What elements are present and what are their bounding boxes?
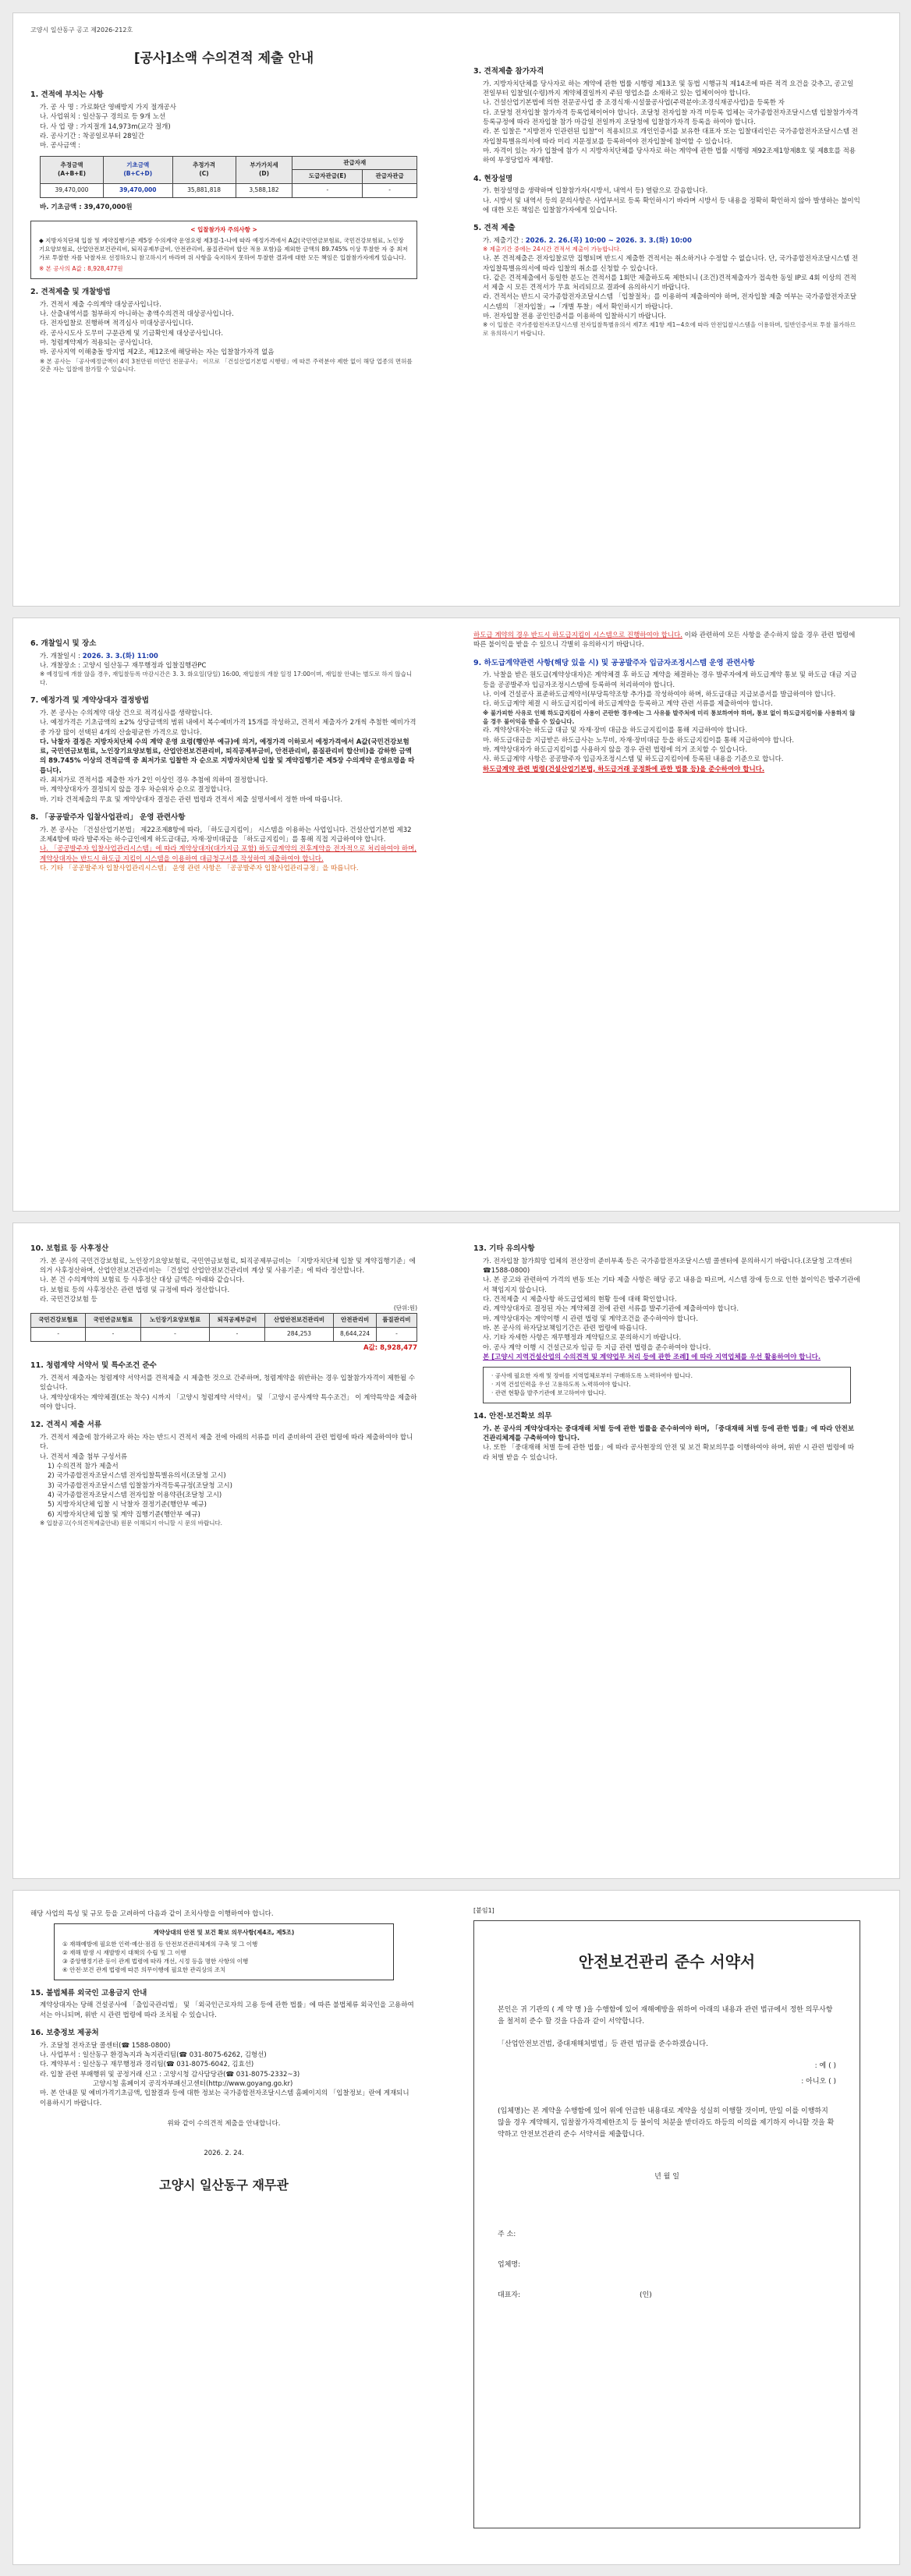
list-item: 가. 현장설명을 생략하며 입찰참가자(시방서, 내역서 등) 열람으로 갈음합니다. xyxy=(483,187,708,196)
doc-title: [공사]소액 수의견적 제출 안내 xyxy=(133,50,314,66)
notice-box xyxy=(483,1367,851,1403)
list-item: 마. 공사금액 : xyxy=(40,142,81,150)
list-item: 바. 기타 견적제출의 무효 및 계약상대자 결정은 관련 법령과 견적서 제출 설명서에서 정한 바에 따릅니다. xyxy=(40,795,343,804)
list-item: 다. 견적제출 시 제출사항 하도급업체의 현황 등에 대해 확인합니다. xyxy=(483,1296,677,1304)
table-header: 국민연금보험료 xyxy=(86,1314,140,1328)
list-item: 3) 국가종합전자조달시스템 입찰참가자격등록규정(조달청 고시) xyxy=(48,1481,232,1490)
list-item: 나. 시방서 및 내역서 등의 문의사항은 사업부서로 등록 확인하시기 바라며 시방서 등 내용을 정확히 확인하지 않아 발생하는 불이익에 대한 모든 책임은 입찰참가자에게 있습니다. xyxy=(483,196,860,214)
form-date: 년 월 일 xyxy=(654,2173,679,2181)
table-cell: - xyxy=(31,1328,86,1342)
table-cell: 39,470,000 xyxy=(103,184,172,198)
box-title: 계약상대의 안전 및 보건 확보 의무사항(제4조, 제5조) xyxy=(153,1929,295,1937)
table-cell: 35,881,818 xyxy=(172,184,236,198)
list-item: 가. 본 공사의 계약상대자는 중대재해 처벌 등에 관한 법률을 준수하여야 하며, 「중대재해 처벌 등에 관한 법률」에 따라 안전보건관리체계를 구축하여야 합니다. xyxy=(483,1424,855,1442)
base-price: 바. 기초금액 : 39,470,000원 xyxy=(40,203,133,212)
list-item: 바. 계약상대자가 하도급지킴이를 사용하지 않을 경우 관련 법령에 의거 조치할 수 있습니다. xyxy=(483,746,747,755)
list-item: 5) 지방자치단체 입찰 시 낙찰자 결정기준(행안부 예규) xyxy=(48,1501,207,1509)
page-4 xyxy=(12,1890,900,2565)
page-2-left-column xyxy=(13,618,434,873)
list-item: 나. 계약상대자는 계약체결(또는 착수) 시까지 「고양시 청렴계약 서약서」 및 「고양시 공사계약 특수조건」 이 계약특약을 제출하여야 합니다. xyxy=(40,1393,417,1411)
list-item: 가. 본 공사는 「건설산업기본법」 제22조제8항에 따라, 「하도급지킴이」 시스템을 이용하는 사업입니다. 건설산업기본법 제32조제4항에 따라 발주자는 하수급인에게 하도급대금, 자재·장비대금을 「하도급지킴이」를 통해 직접 지급하여야 합니다. xyxy=(40,826,412,844)
list-item: · 지역 건설인력을 우선 고용하도록 노력하여야 합니다. xyxy=(491,1381,631,1389)
period-value: 2026. 2. 26.(목) 10:00 ~ 2026. 3. 3.(화) 10:00 xyxy=(525,237,692,246)
section-1 xyxy=(30,90,417,279)
list-item: 마. 계약상대자가 결정되지 않을 경우 차순위자 순으로 결정합니다. xyxy=(40,786,232,794)
section-13 xyxy=(473,1244,860,1403)
submission-period: 가. 제출기간 : 2026. 2. 26.(목) 10:00 ~ 2026. 3. 3.(화) 10:00 xyxy=(483,237,692,246)
table-cell: - xyxy=(210,1328,264,1342)
list-item: · 관련 현황을 발주기관에 보고하여야 합니다. xyxy=(491,1389,607,1396)
list-item: 다. 사 업 량 : 가지절개 14,973m(교각 절개) xyxy=(40,122,171,131)
section-4 xyxy=(473,174,860,216)
list-item: 가. 본 공사의 국민건강보험료, 노인장기요양보험료, 국민연금보험료, 퇴직공제부금비는 「지방자치단체 입찰 및 계약집행기준」에 의거 사후정산하며, 산업안전보건관리비는 「건설업 산업안전보건관리비 계상 및 사용기준」에 따라 정산합니다. xyxy=(40,1257,416,1276)
list-item: 라. 입찰 관련 부패행위 및 공정거래 신고 : 고양시청 감사담당관(☎ 031-8075-2332~3) xyxy=(40,2070,300,2079)
price-table xyxy=(40,156,417,199)
section-12 xyxy=(30,1420,417,1527)
section-14 xyxy=(473,1411,860,1463)
list-item: 나. 본 건 수의계약의 보험료 등 사후정산 대상 금액은 아래와 같습니다. xyxy=(40,1276,245,1285)
list-item: 마. 본 안내문 및 예비가격기초금액, 입찰결과 등에 대한 정보는 국가종합전자조달시스템 홈페이지의 「입찰정보」란에 게재되니 이용하시기 바랍니다. xyxy=(40,2089,409,2107)
table-row xyxy=(41,184,417,198)
issue-date: 2026. 2. 24. xyxy=(204,2150,244,2158)
list-item: 2) 국가종합전자조달시스템 전자입찰특별유의서(조달청 고시) xyxy=(48,1472,226,1481)
table-header: 국민건강보험료 xyxy=(31,1314,86,1328)
section-5-title: 5. 견적 제출 xyxy=(473,224,516,233)
table-header-row xyxy=(31,1314,417,1328)
warning-text: ◆ 지방자치단체 입찰 및 계약집행기준 제5장 수의계약 운영요령 제3절-1-나에 따라 예정가격에서 A값(국민연금보험료, 국민건강보험료, 노인장기요양보험료, 산업안전보건관리비, 퇴직공제부금비, 안전관리비, 품질관리비 합산 적용 포함)을 제외한 금액의 89.745% 이상 투찰한 자 중 최저가로 투찰한 자를 낙찰자로 선정하오니 참고하시기 바라며 위 사항을 숙지하지 못하여 투찰한 결과에 대한 모든 책임은 입찰참가자에게 있습니다. xyxy=(39,237,408,262)
list-item: 나. 「공공발주자 입찰사업관리시스템」에 따라 계약상대자(대가지급 포함) 하도급계약의 전후계약을 전자적으로 처리하여야 하며, 계약상대자는 반드시 하도급 지킴이 시스템을 이용하여 대금청구서를 작성하여 제출하여야 합니다. xyxy=(40,845,417,863)
list-item: 나. 본 공고와 관련하여 가격의 변동 또는 기타 제출 사항은 해당 공고 내용을 따르며, 시스템 장애 등으로 인한 불이익은 발주기관에서 책임지지 않습니다. xyxy=(483,1276,860,1294)
safety-pledge-form xyxy=(473,1920,860,2528)
col-estimated: 추정금액 (A+B+E) xyxy=(41,156,104,184)
table-cell: 39,470,000 xyxy=(41,184,104,198)
list-item: 라. 국민건강보험 등 xyxy=(40,1296,97,1304)
table-row xyxy=(31,1328,417,1342)
list-item: 가. 견적서 제출 수의계약 대상공사입니다. xyxy=(40,300,161,309)
red-note: 하도급계약 관련 법령(건설산업기본법, 하도급거래 공정화에 관한 법률 등)을 준수하여야 합니다. xyxy=(483,765,765,773)
issuer-name: 고양시 일산동구 재무관 xyxy=(159,2177,289,2192)
list-item: 고양시청 홈페이지 공직자부패신고센터(http://www.goyang.go.kr) xyxy=(93,2080,293,2089)
note: ※ 입찰공고(수의견적제출안내) 원문 이해되지 아니할 시 문의 바랍니다. xyxy=(40,1519,223,1527)
lead-text: 해당 사업의 특성 및 규모 등을 고려하여 다음과 같이 조치사항을 이행하여야 합니다. xyxy=(30,1910,274,1918)
list-item: 라. 최저가로 견적서를 제출한 자가 2인 이상인 경우 추첨에 의하여 결정합니다. xyxy=(40,777,268,785)
list-item: 라. 계약상대자로 결정된 자는 계약체결 전에 관련 서류를 발주기관에 제출하여야 합니다. xyxy=(483,1305,739,1314)
col-est-price: 추정가격 (C) xyxy=(172,156,236,184)
list-item: 다. 낙찰자 결정은 지방자치단체 수의 계약 운영 요령(행안부 예규)에 의거, 예정가격 이하로서 예정가격에서 A값(국민건강보험료, 국민연금보험료, 노인장기요양보험료, 산업안전보건관리비, 퇴직공제부금비, 안전관리비, 품질관리비 합산비)을 감하한 금액의 89.745% 이상의 견적금액 중 최저가로 입찰한 자 순으로 지방자치단체 입찰 및 계약집행기준 제5장 수의계약 운영요령을 따릅니다. xyxy=(40,738,415,775)
list-item: 가. 견적서 제출자는 청렴계약 서약서를 견적제출 시 제출한 것으로 간주하며, 청렴계약을 위반하는 경우 입찰참가자격이 제한될 수 있습니다. xyxy=(40,1375,416,1392)
page-3-right-column xyxy=(456,1223,877,1463)
section-3 xyxy=(473,66,860,166)
section-11-title: 11. 청렴계약 서약서 및 특수조건 준수 xyxy=(30,1361,157,1371)
page-1 xyxy=(12,12,900,607)
unit-label: (단위:원) xyxy=(393,1304,417,1312)
signature-fields xyxy=(498,2230,836,2301)
list-item: 가. 조달청 전자조달 콜센터(☎ 1588-0800) xyxy=(40,2041,171,2050)
section-10 xyxy=(30,1244,417,1353)
col-contractor-material: 도급자관급(E) xyxy=(292,170,363,184)
company-field: 업체명: xyxy=(498,2260,521,2269)
closing-text: 위와 같이 수의견적 제출을 안내합니다. xyxy=(167,2120,281,2128)
list-item: ① 재해예방에 필요한 인력·예산·점검 등 안전보건관리체계의 구축 및 그 이행 xyxy=(62,1941,258,1948)
option-yes: : 예 ( ) xyxy=(814,2062,836,2071)
page-2-right-column xyxy=(456,618,877,774)
option-no: : 아니오 ( ) xyxy=(801,2077,836,2086)
section-8 xyxy=(30,812,417,873)
list-item: 나. 산출내역서를 첨부하지 아니하는 총액수의견적 대상공사입니다. xyxy=(40,310,234,318)
list-item: 사. 하도급계약 사항은 공공발주자 입금자조정시스템 및 하도급지킴이에 등록된 내용을 기준으로 합니다. xyxy=(483,755,784,764)
list-item: 가. 낙찰을 받은 원도급(계약상대자)은 계약체결 후 하도급 계약을 체결하는 경우 발주자에게 하도급계약 통보 및 하도급 대금 지급 등을 공공발주자 입금자조정시스템에 등록하여 처리하여야 합니다. xyxy=(483,671,857,689)
section-8-title: 8. 「공공발주자 입찰사업관리」 운영 관련사항 xyxy=(30,813,186,823)
page-2 xyxy=(12,617,900,1212)
section-13-title: 13. 기타 유의사항 xyxy=(473,1244,535,1253)
table-cell: - xyxy=(140,1328,210,1342)
list-item: 아. 공사 계약 이행 시 건설근로자 임금 등 지급 관련 법령을 준수하여야 합니다. xyxy=(483,1343,711,1352)
section-9-title: 9. 하도급계약관련 사항(해당 있을 시) 및 공공발주자 입금자조정시스템 운영 관련사항 xyxy=(473,658,755,667)
list-item: 다. 같은 견적제출에서 동일한 분도는 견적서를 1회만 제출하도록 제한되니 (조건)견적제출자가 접속한 동일 IP로 4회 이상의 견적서 제출 시 모든 견적서가 무효 처리되므로 결과에 유의하시기 바랍니다. xyxy=(483,274,856,292)
list-item: 나. 견적서 제출 첨부 구성서류 xyxy=(40,1453,128,1461)
list-item: 가. 본 공사는 수의계약 대상 건으로 적격심사를 생략합니다. xyxy=(40,709,213,717)
page-3-left-column xyxy=(13,1223,434,1528)
page-4-right-column xyxy=(456,1891,877,2528)
list-item: 다. 기타 「공공발주자 입찰사업관리시스템」 운영 관련 사항은 「공공발주자 입찰사업관리규정」을 따릅니다. xyxy=(40,865,359,873)
page-3 xyxy=(12,1223,900,1879)
list-item: 6) 지방자치단체 입찰 및 계약 집행기준(행안부 예규) xyxy=(48,1510,200,1519)
section-15-title: 15. 불법체류 외국인 고용금지 안내 xyxy=(30,1988,147,1997)
section-5 xyxy=(473,223,860,338)
list-item: 나. 사업위치 : 일산동구 경의로 등 9개 노선 xyxy=(40,113,166,122)
list-item: 나. 개찰장소 : 고양시 일산동구 재무행정과 입찰집행관PC xyxy=(40,662,207,671)
list-item: 라. 계약상대자는 하도급 대금 및 자재·장비 대금을 하도급지킴이를 통해 지급하여야 합니다. xyxy=(483,727,747,735)
list-item: 라. 견적서는 반드시 국가종합전자조달시스템 「입찰절차」를 이용하여 제출하여야 하며, 전자입찰 제출 여부는 국가종합전자조달시스템의 「전자입찰」→「개별 투찰」에서 확인하시기 바랍니다. xyxy=(483,293,857,311)
col-materials: 관급자재 xyxy=(292,156,417,170)
list-item: 다. 계약부서 : 일산동구 재무행정과 경리팀(☎ 031-8075-6042, 김효선) xyxy=(40,2061,254,2069)
section-3-title: 3. 견적제출 참가자격 xyxy=(473,67,544,76)
list-item: 가. 전자입찰 참가희망 업체의 전산장비 준비부족 등은 국가종합전자조달시스템 콜센터에 문의하시기 바랍니다.(조달청 고객센터 ☎1588-0800) xyxy=(483,1257,853,1276)
list-item: 바. 본 공사의 하자담보책임기간은 관련 법령에 따릅니다. xyxy=(483,1324,647,1332)
note: ※ 제출기간 중에는 24시간 견적서 제출이 가능합니다. xyxy=(483,246,622,253)
alert-icon: ◆ xyxy=(39,237,46,245)
list-item: 마. 하도급대금을 지급받은 하도급사는 노무비, 자재·장비대금 등을 하도급지킴이를 통해 지급하여야 합니다. xyxy=(483,736,795,745)
list-item: ④ 안전·보건 관계 법령에 따른 의무이행에 필요한 관리상의 조치 xyxy=(62,1966,226,1973)
pledge-paragraph-3: (입체명)는 본 계약을 수행함에 있어 위에 언급한 내용대로 계약을 성실히 이행할 것이며, 만일 이를 이행하지 않을 경우 계약해지, 입찰참가자격제한조치 등 불이익 처분을 받더라도 하등의 이의를 제기하지 아니할 것을 확약하고 안전보건관리 준수 서약서를 제출합니다. xyxy=(498,2107,835,2139)
section-1-title: 1. 견적에 부치는 사항 xyxy=(30,90,104,100)
list-item: 사. 기타 자세한 사항은 재무행정과 계약팀으로 문의하시기 바랍니다. xyxy=(483,1334,682,1343)
list-item: 나. 건설산업기본법에 의한 전문공사업 중 조경식재·시설물공사업(주력분야:조경식재공사업)을 등록한 자 xyxy=(483,99,785,108)
section-14-title: 14. 안전·보건확보 의무 xyxy=(473,1411,552,1421)
list-item: 다. 하도급계약 체결 시 하도급지킴이에 하도급계약을 등록하고 계약 관련 서류를 제출하여야 합니다. xyxy=(483,700,773,709)
seal-mark: (인) xyxy=(640,2291,652,2299)
table-cell: 284,253 xyxy=(264,1328,334,1342)
list-item: 라. 공사기간 : 착공일로부터 28일간 xyxy=(40,132,144,140)
table-cell: - xyxy=(363,184,417,198)
note: ※ 본 공사는 「공사예정금액이 4억 3천만원 미만인 전문공사」 이므로 「건설산업기본법 시행령」에 따른 주력분야 제한 없이 해당 업종의 면허를 갖춘 자는 입찰에 참가할 수 있습니다. xyxy=(40,357,413,373)
list-item: 마. 자격이 있는 자가 입찰에 참가 시 지방자치단체를 당사자로 하는 계약에 관한 법률 시행령 제92조제1항제8호 및 제8호를 적용하여 부정당업자 제재함. xyxy=(483,147,856,165)
section-2 xyxy=(30,287,417,374)
page-1-left-column xyxy=(13,13,434,374)
table-header: 품질관리비 xyxy=(376,1314,417,1328)
form-title: 안전보건관리 준수 서약서 xyxy=(578,1951,756,1971)
table-header: 산업안전보건관리비 xyxy=(264,1314,334,1328)
table-cell: - xyxy=(292,184,363,198)
list-item: 다. 보험료 등의 사후정산은 관련 법령 및 규정에 따라 정산합니다. xyxy=(40,1286,230,1294)
list-item: 가. 견적서 제출에 참가하고자 하는 자는 반드시 견적서 제출 전에 아래의 서류를 미리 준비하여 관련 법령에 따라 제출하여야 합니다. xyxy=(40,1434,413,1452)
list-item: 마. 전자입찰 전용 공인인증서를 이용하여 입찰하시기 바랍니다. xyxy=(483,313,667,321)
list-item: 다. 전자입찰로 진행하며 적격심사 미대상공사입니다. xyxy=(40,320,193,328)
list-item: ② 재해 발생 시 재발방지 대책의 수립 및 그 이행 xyxy=(62,1949,186,1957)
table-cell: 8,644,224 xyxy=(334,1328,377,1342)
section-6 xyxy=(30,639,417,688)
section-11 xyxy=(30,1361,417,1412)
section-16 xyxy=(30,2028,417,2128)
table-header-row xyxy=(41,156,417,170)
note: ※ 불가피한 사유로 인해 하도급지킴이 사용이 곤란한 경우에는 그 사유를 발주처에 미리 통보하여야 하며, 통보 없이 하도급지킴이를 사용하지 않을 경우 불이익을 받을 수 있습니다. xyxy=(483,709,856,725)
list-item: 라. 공사시도사 도무미 구문관계 및 기금확인제 대상공사입니다. xyxy=(40,329,224,338)
list-item: 마. 계약상대자는 계약이행 시 관련 법령 및 계약조건을 준수하여야 합니다. xyxy=(483,1315,699,1323)
notice-number: 고양시 일산동구 공고 제2026-212호 xyxy=(30,27,133,34)
local-ordinance-note: 본 [고양시 지역건설산업의 수의견적 및 계약업무 처리 등에 관한 조례] 에 따라 지역업체를 우선 활용하여야 합니다. xyxy=(483,1353,821,1361)
page-4-left-column xyxy=(13,1891,434,2194)
list-item: 나. 사업부서 : 일산동구 환경녹지과 녹지관리팀(☎ 031-8075-6262, 김형선) xyxy=(40,2051,267,2060)
list-item: 나. 이에 건설공사 표준하도급계약서(부당특약조항 추가)를 작성하여야 하며, 하도급대금 지급보증서를 발급하여야 합니다. xyxy=(483,691,836,699)
pledge-paragraph-2: 「산업안전보건법, 중대재해처벌법」등 관련 법규를 준수하겠습니다. xyxy=(498,2040,708,2049)
lead-text: 하도급 계약의 경우 반드시 하도급지킴이 시스템으로 진행하여야 합니다. 이와 관련하여 모든 사항을 준수하지 않을 경우 관련 법령에 따른 불이익을 받을 수 있으니 각별히 유의하시기 바랍니다. xyxy=(473,632,856,649)
table-cell: - xyxy=(86,1328,140,1342)
list-item: 가. 공 사 명 : 가로화단 영배방지 가지 절개공사 xyxy=(40,104,176,111)
section-6-title: 6. 개찰일시 및 장소 xyxy=(30,639,97,648)
list-item: · 공사에 필요한 자재 및 장비를 지역업체로부터 구매하도록 노력하여야 합니다. xyxy=(491,1372,693,1380)
list-item: 라. 본 입찰은 "지방전자 인관련된 입찰"이 적용되므로 개인인증서를 보유한 대표자 또는 입찰대리인은 국가종합전자조달시스템 전자입찰특별유의서에 따라 미리 지문정보를 등록하여야 전자입찰에 참여할 수 있습니다. xyxy=(483,128,858,146)
table-cell: 3,588,182 xyxy=(236,184,292,198)
attachment-label: [붙임1] xyxy=(473,1907,494,1914)
section-4-title: 4. 현장설명 xyxy=(473,174,513,183)
list-item: 4) 국가종합전자조달시스템 전자입찰 이용약관(조달청 고시) xyxy=(48,1491,222,1499)
list-item: ③ 중앙행정기관 등이 관계 법령에 따라 개선, 시정 등을 명한 사항의 이행 xyxy=(62,1957,249,1965)
list-item: 나. 또한 「중대재해 처벌 등에 관한 법률」에 따라 공사현장의 안전 및 보건 확보의무를 이행하여야 하며, 위반 시 관련 법령에 따라 처벌 받을 수 있습니다. xyxy=(483,1444,855,1462)
section-7 xyxy=(30,695,417,805)
table-header: 안전관리비 xyxy=(334,1314,377,1328)
section-16-title: 16. 보충정보 제공처 xyxy=(30,2029,99,2038)
address-field: 주 소: xyxy=(498,2230,516,2238)
insurance-table xyxy=(30,1313,417,1342)
list-item: 가. 지방자치단체를 당사자로 하는 계약에 관한 법률 시행령 제13조 및 동법 시행규칙 제14조에 따른 적격 요건을 갖추고, 공고일 전일부터 입찰일(수령)까지 계약체결일까지 주된 영업소를 소재하고 있는 업체이어야 합니다. xyxy=(483,80,854,98)
col-government-material: 관급자관급 xyxy=(363,170,417,184)
table-cell: - xyxy=(376,1328,417,1342)
safety-duties-box xyxy=(54,1923,394,1980)
section-15 xyxy=(30,1988,417,2020)
note: ※ 예정일에 개찰 않을 경우, 재입찰등록 마감시간은 3. 3. 화요일(당일) 16:00, 재입찰의 개찰 일정 17:00이며, 재입찰 안내는 별도로 하지 않습니다. xyxy=(40,671,413,687)
list-item: 1) 수의견적 참가 제출서 xyxy=(48,1462,119,1470)
list-item: 다. 조달청 전자입찰 참가자격 등록업체이어야 합니다. 조달청 전자입찰 자격 미등록 업체는 국가종합전자조달시스템 입찰참가자격등록규정에 따라 전자입찰 참가 마감일 전일까지 조달청에 입찰참가자격 등록을 하여야 합니다. xyxy=(483,108,859,127)
table-header: 노인장기요양보험료 xyxy=(140,1314,210,1328)
warning-title: < 입찰참가자 주의사항 > xyxy=(190,225,257,233)
pledge-paragraph-1: 본인은 귀 기관의 ( 계 약 명 )을 수행함에 있어 재해예방을 위하여 아래의 내용과 관련 법규에서 정한 의무사항을 철저히 준수 할 것을 다음과 같이 서약합니다. xyxy=(498,2005,833,2026)
page-1-right-column xyxy=(456,13,877,338)
section-2-title: 2. 견적제출 및 개찰방법 xyxy=(30,287,111,296)
col-base: 기초금액 (B+C+D) xyxy=(103,156,172,184)
open-datetime-value: 2026. 3. 3.(화) 11:00 xyxy=(82,652,158,660)
list-item: 나. 본 견적제출은 전자입찰로만 집행되며 반드시 제출한 견적서는 취소하거나 수정할 수 없습니다. 단, 국가종합전자조달시스템 전자입찰특별유의서에 따라 입찰의 취소를 신청할 수 있습니다. xyxy=(483,255,859,273)
table-header: 퇴직공제부금비 xyxy=(210,1314,264,1328)
col-vat: 부가가치세 (D) xyxy=(236,156,292,184)
section-7-title: 7. 예정가격 및 계약상대자 결정방법 xyxy=(30,696,149,706)
list-item: 마. 청렴계약제가 적용되는 공사입니다. xyxy=(40,338,153,347)
bidder-warning-box xyxy=(30,221,417,279)
a-value-total: A값: 8,928,477 xyxy=(363,1343,417,1352)
list-item: 바. 공사지역 이해충돌 방지법 제2조, 제12조에 해당하는 자는 입찰참가자격 없음 xyxy=(40,349,275,357)
open-datetime: 가. 개찰일시 : 2026. 3. 3.(화) 11:00 xyxy=(40,652,158,660)
section-12-title: 12. 견적시 제출 서류 xyxy=(30,1421,101,1430)
representative-field: 대표자: (인) xyxy=(498,2291,652,2299)
a-value-note: ※ 본 공사의 A값 : 8,928,477원 xyxy=(39,265,123,272)
section-9 xyxy=(473,658,860,774)
section-10-title: 10. 보험료 등 사후정산 xyxy=(30,1244,109,1253)
note: ※ 이 입찰은 국가종합전자조달시스템 전자입찰특별유의서 제7조 제1항 제1~4호에 따라 안전입찰시스템을 이용하며, 일반인증서로 투찰 불가하므로 유의하시기 바랍니다. xyxy=(483,321,856,338)
section-15-text: 계약상대자는 당해 건설공사에 「출입국관리법」 및 「외국인근로자의 고용 등에 관한 법률」에 따른 불법체류 외국인을 고용하여서는 아니되며, 위반 시 관련 법령에 따라 조치될 수 있습니다. xyxy=(40,2001,414,2019)
list-item: 나. 예정가격은 기초금액의 ±2% 상당금액의 범위 내에서 복수예비가격 15개를 작성하고, 견적서 제출자가 2개씩 추첨한 예비가격 중 가장 많이 선택된 4개의 산술평균한 가격으로 합니다. xyxy=(40,719,417,737)
